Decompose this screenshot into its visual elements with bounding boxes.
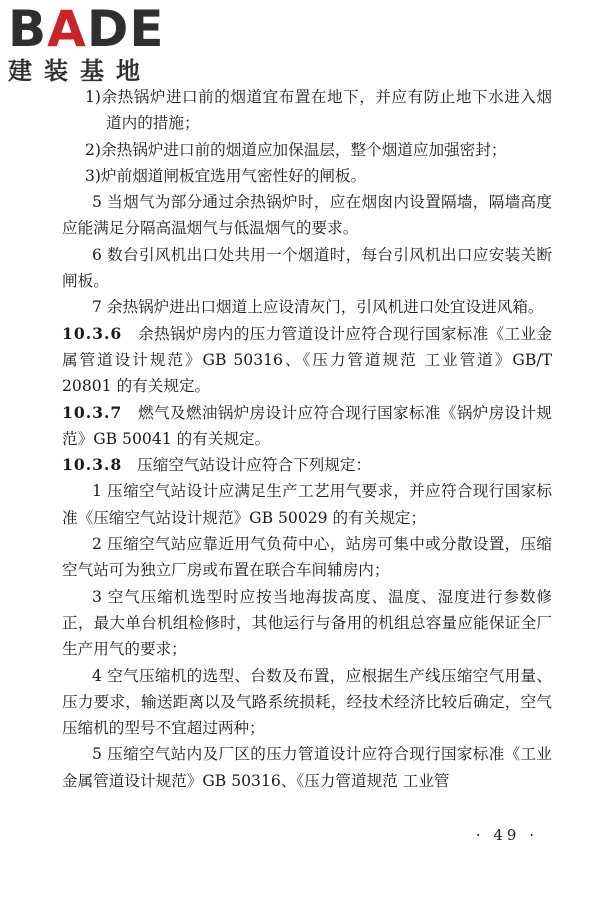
logo-letters-de: DE [86, 0, 165, 58]
compressed-air-item-5: 5 压缩空气站内及厂区的压力管道设计应符合现行国家标准《工业金属管道设计规范》GB 50316、《压力管道规范 工业管 [62, 745, 552, 790]
logo-letter-a: A [47, 0, 87, 58]
item-6: 6 数台引风机出口处共用一个烟道时，每台引风机出口应安装关断闸板。 [62, 245, 552, 291]
item-7: 7 余热锅炉进出口烟道上应设清灰门，引风机进口处宜设进风箱。 [92, 298, 544, 317]
page-number: · 49 · [475, 826, 538, 844]
clause-number: 10.3.7 [62, 402, 123, 422]
sub-item-1: 1)余热锅炉进口前的烟道宜布置在地下，并应有防止地下水进入烟道内的措施； [85, 88, 552, 133]
document-body [62, 84, 552, 794]
logo-letter-b: B [8, 0, 48, 58]
compressed-air-item-2: 2 压缩空气站应靠近用气负荷中心，站房可集中或分散设置，压缩空气站可为独立厂房或布置在联合车间辅房内； [62, 535, 552, 580]
compressed-air-item-3: 3 空气压缩机选型时应按当地海拔高度、温度、湿度进行参数修正，最大单台机组检修时，其他运行与备用的机组总容量应能保证全厂生产用气的要求； [62, 587, 552, 659]
compressed-air-item-4: 4 空气压缩机的选型、台数及布置，应根据生产线压缩空气用量、压力要求，输送距离以及气路系统损耗，经技术经济比较后确定，空气压缩机的型号不宜超过两种； [62, 666, 552, 738]
clause-text: 燃气及燃油锅炉房设计应符合现行国家标准《锅炉房设计规范》GB 50041 的有关规定。 [62, 403, 552, 448]
sub-item-2: 2)余热锅炉进口前的烟道应加保温层，整个烟道应加强密封； [85, 140, 507, 159]
clause-number: 10.3.6 [62, 323, 123, 343]
clause-text: 压缩空气站设计应符合下列规定： [137, 456, 372, 475]
logo-wordmark [8, 0, 176, 58]
clause-number: 10.3.8 [62, 455, 123, 475]
clause-10-3-8 [62, 452, 552, 478]
item-5: 5 当烟气为部分通过余热锅炉时，应在烟囱内设置隔墙，隔墙高度应能满足分隔高温烟气与低温烟气的要求。 [62, 193, 552, 238]
clause-10-3-6 [62, 321, 552, 400]
clause-text: 余热锅炉房内的压力管道设计应符合现行国家标准《工业金属管道设计规范》GB 50316、《压力管道规范 工业管道》GB/T 20801 的有关规定。 [62, 324, 552, 396]
bade-logo [8, 0, 176, 90]
sub-item-3: 3)炉前烟道闸板宜选用气密性好的闸板。 [85, 166, 367, 185]
clause-10-3-7 [62, 400, 552, 453]
compressed-air-item-1: 1 压缩空气站设计应满足生产工艺用气要求，并应符合现行国家标准《压缩空气站设计规范》GB 50029 的有关规定； [62, 482, 552, 527]
logo-subtitle: 建装基地 [8, 57, 152, 85]
